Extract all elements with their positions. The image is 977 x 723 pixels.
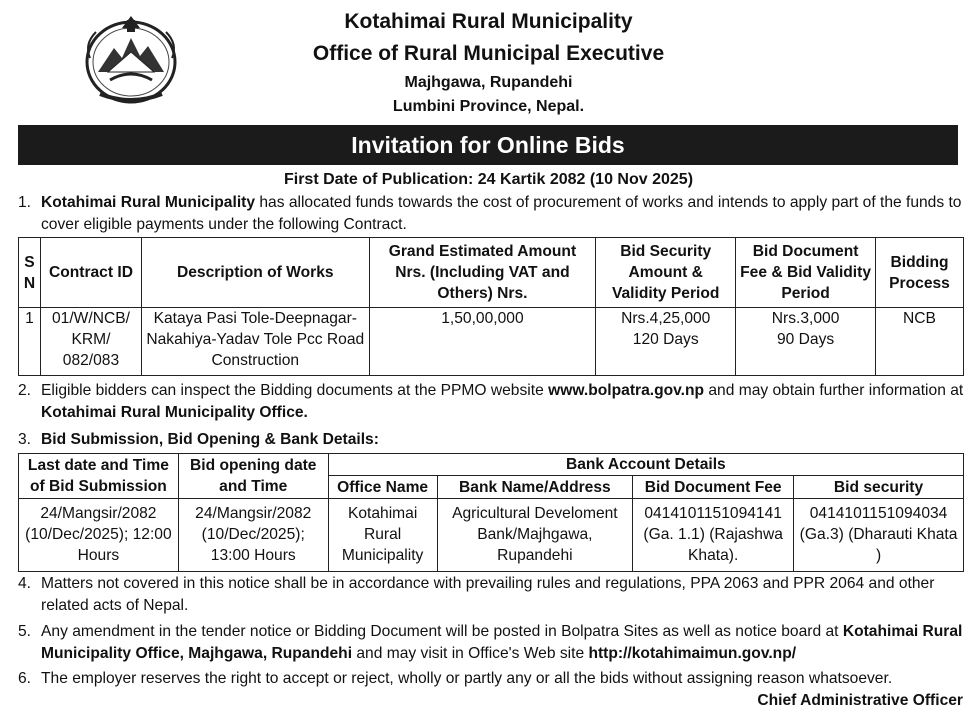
col-office-name: Office Name — [328, 476, 437, 499]
cell-doc-fee-account: 0414101151094141 (Ga. 1.1) (Rajashwa Khata). — [633, 499, 794, 572]
clause-1 — [18, 192, 964, 236]
signatory: Chief Administrative Officer — [757, 692, 963, 709]
clause-5-text: Any amendment in the tender notice or Bidding Document will be posted in Bolpatra Sites as well as notice board at — [41, 623, 843, 640]
cell-bid-security — [596, 308, 736, 376]
clause-3-heading: Bid Submission, Bid Opening & Bank Details: — [41, 431, 379, 448]
col-bank-name: Bank Name/Address — [437, 476, 633, 499]
municipality-website: http://kotahimaimun.gov.np/ — [588, 645, 797, 662]
cell-bidding-process: NCB — [876, 308, 964, 376]
clause-6 — [18, 668, 964, 690]
bolpatra-website: www.bolpatra.gov.np — [548, 382, 705, 399]
cell-sn: 1 — [19, 308, 41, 376]
col-bid-security: Bid Security Amount & Validity Period — [596, 238, 736, 308]
cell-opening-date: 24/Mangsir/2082 (10/Dec/2025); 13:00 Hours — [178, 499, 328, 572]
col-last-date: Last date and Time of Bid Submission — [19, 454, 179, 499]
publication-date: First Date of Publication: 24 Kartik 2082 (10 Nov 2025) — [283, 171, 694, 188]
office-address: Majhgawa, Rupandehi — [404, 74, 573, 91]
clause-number: 3. — [18, 431, 32, 448]
col-bank-account-details: Bank Account Details — [328, 454, 963, 476]
col-description: Description of Works — [141, 238, 369, 308]
clause-4 — [18, 573, 964, 617]
clause-number: 1. — [18, 194, 32, 211]
cell-bank-name: Agricultural Develoment Bank/Majhgawa, Rupandehi — [437, 499, 633, 572]
doc-fee-validity: 90 Days — [776, 331, 835, 348]
municipality-bold: Kotahimai Rural Municipality — [41, 194, 256, 211]
clause-2-text-2: and may obtain further information at — [704, 382, 964, 399]
contract-table — [18, 237, 964, 376]
cell-contract-id: 01/W/NCB/ KRM/ 082/083 — [40, 308, 141, 376]
col-bidding-process: Bidding Process — [876, 238, 964, 308]
cell-description: Kataya Pasi Tole-Deepnagar-Nakahiya-Yadav Tole Pcc Road Construction — [141, 308, 369, 376]
municipality-name: Kotahimai Rural Municipality — [344, 10, 633, 33]
cell-office-name: Kotahimai Rural Municipality — [328, 499, 437, 572]
bid-bank-table — [18, 453, 964, 572]
clause-5 — [18, 621, 964, 665]
clause-5-text-2: and may visit in Office's Web site — [352, 645, 589, 662]
col-opening-date: Bid opening date and Time — [178, 454, 328, 499]
office-location-bold: Kotahimai Rural Municipality Office, Majhgawa, Rupandehi — [41, 623, 963, 662]
security-amount: Nrs.4,25,000 — [621, 310, 711, 327]
doc-fee-amount: Nrs.3,000 — [771, 310, 840, 327]
office-name: Office of Rural Municipal Executive — [312, 42, 665, 65]
table-row — [19, 499, 964, 572]
cell-security-account: 0414101151094034 (Ga.3) (Dharauti Khata ) — [794, 499, 964, 572]
col-bid-doc-fee: Bid Document Fee — [633, 476, 794, 499]
cell-amount: 1,50,00,000 — [369, 308, 596, 376]
clause-1-text: has allocated funds towards the cost of procurement of works and intends to apply part of the funds to cover eligible payments under the following Contract. — [41, 194, 962, 233]
cell-doc-fee — [736, 308, 876, 376]
nepal-emblem-icon — [78, 14, 184, 108]
table-row — [19, 308, 964, 376]
clause-number: 5. — [18, 623, 32, 640]
clause-2 — [18, 380, 964, 424]
clause-2-text: Eligible bidders can inspect the Bidding documents at the PPMO website — [41, 382, 549, 399]
clause-4-text: Matters not covered in this notice shall be in accordance with prevailing rules and regulations, PPA 2063 and PPR 2064 and other related acts of Nepal. — [41, 575, 935, 614]
col-doc-fee: Bid Document Fee & Bid Validity Period — [736, 238, 876, 308]
clause-number: 6. — [18, 670, 32, 687]
province: Lumbini Province, Nepal. — [392, 98, 585, 115]
col-bid-security: Bid security — [794, 476, 964, 499]
clause-number: 4. — [18, 575, 32, 592]
clause-6-text: The employer reserves the right to accept or reject, wholly or partly any or all the bids without assigning reason whatsoever. — [41, 670, 893, 687]
col-amount: Grand Estimated Amount Nrs. (Including VAT and Others) Nrs. — [369, 238, 596, 308]
clause-3 — [18, 429, 964, 451]
office-bold: Kotahimai Rural Municipality Office. — [41, 404, 308, 421]
col-sn: S N — [19, 238, 41, 308]
col-contract-id: Contract ID — [40, 238, 141, 308]
notice-title-banner: Invitation for Online Bids — [18, 125, 958, 165]
cell-last-date: 24/Mangsir/2082 (10/Dec/2025); 12:00 Hours — [19, 499, 179, 572]
security-validity: 120 Days — [632, 331, 699, 348]
clause-number: 2. — [18, 382, 32, 399]
